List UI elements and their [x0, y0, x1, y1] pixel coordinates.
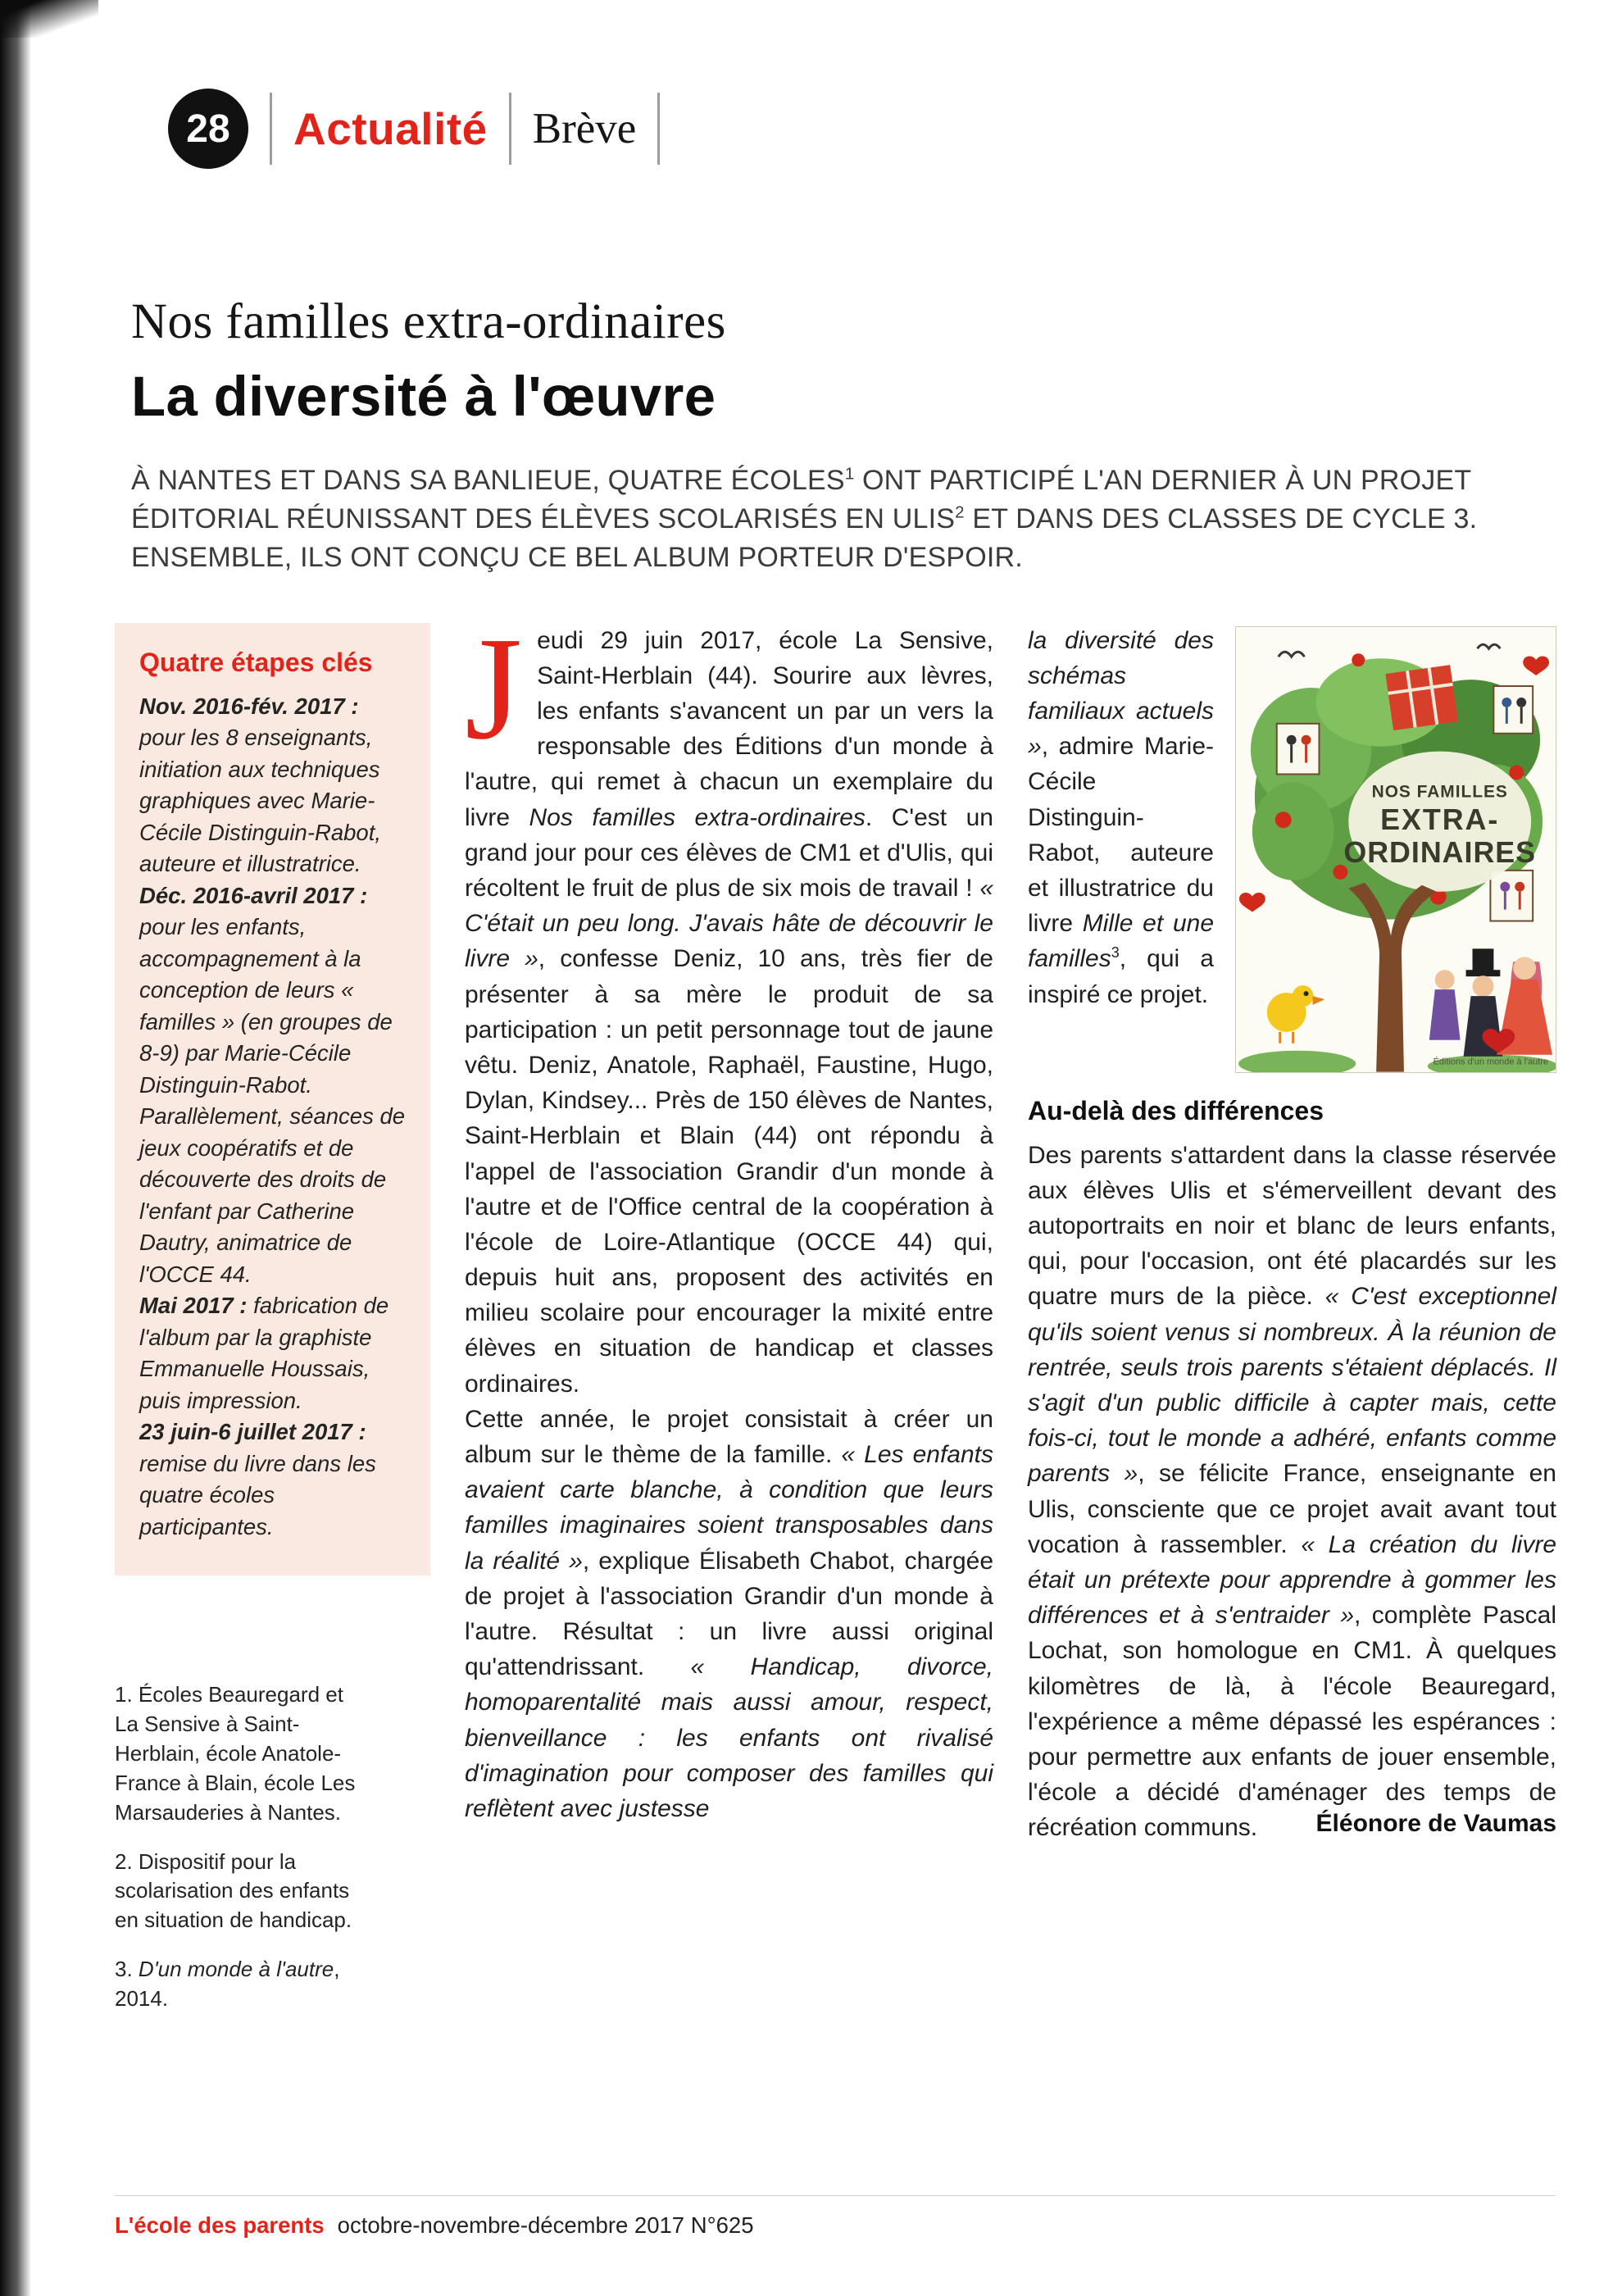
book-cover-title-line3: ORDINAIRES — [1343, 835, 1537, 869]
book-cover-title-line1: NOS FAMILLES — [1371, 782, 1508, 802]
page-header — [0, 0, 1613, 169]
page-number-badge — [168, 89, 248, 169]
paragraph-text: eudi 29 juin 2017, école La Sensive, Saint-Herblain (44). Sourire aux lèvres, les enfants s'avancent un par un vers la responsable des Éditions d'un monde à l'autre, qui remet à chacun un exemplaire du livre Nos familles extra-ordinaires. C'est un grand jour pour ces élèves de CM1 et d'Ulis, qui récoltent le fruit de plus de six mois de travail ! « C'était un peu long. J'avais hâte de découvrir le livre », confesse Deniz, 10 ans, très fier de présenter à sa mère le produit de sa participation : un petit personnage tout de jaune vêtu. Deniz, Anatole, Raphaël, Faustine, Hugo, Dylan, Kindsey... Près de 150 élèves de Nantes, Saint-Herblain et Blain (44) ont répondu à l'appel de l'association Grandir d'un monde à l'autre et de l'Office central de la coopération à l'école de Loire-Atlantique (OCCE 44) qui, depuis huit ans, proposent des activités en milieu scolaire pour encourager la mixité entre élèves en situation de handicap et classes ordinaires. — [465, 626, 993, 1398]
footnotes-block — [115, 1680, 361, 2014]
book-cover-publisher: Éditions d'un monde à l'autre — [1433, 1057, 1549, 1067]
article-paragraph — [465, 606, 993, 1402]
issue-info: octobre-novembre-décembre 2017 N°625 — [337, 2212, 754, 2238]
article-body — [0, 606, 1613, 2034]
left-column — [115, 623, 430, 2034]
article-title: La diversité à l'œuvre — [131, 365, 716, 428]
red-patch — [1385, 665, 1458, 730]
section-label: Actualité — [293, 103, 488, 154]
book-cover-illustration — [1236, 627, 1556, 1072]
footnote: 1. Écoles Beauregard et La Sensive à Saint-Herblain, école Anatole-France à Blain, école Les Marsauderies à Nantes. — [115, 1682, 356, 1825]
article-byline: Éléonore de Vaumas — [1315, 1810, 1556, 1838]
book-cover-title-line2: EXTRA- — [1380, 802, 1500, 836]
article-standfirst: À NANTES ET DANS SA BANLIEUE, QUATRE ÉCOLES$^1$ ONT PARTICIPÉ L'AN DERNIER À UN PROJET ÉDITORIAL RÉUNISSANT DES ÉLÈVES SCOLARISÉS EN ULIS$^2$ ET DANS DES CLASSES DE CYCLE 3. ENSEMBLE, ILS ONT CONÇU CE BEL ALBUM PORTEUR D'ESPOIR. — [131, 465, 1478, 573]
magazine-name: L'école des parents — [115, 2212, 325, 2238]
key-steps-box — [115, 623, 430, 1576]
footnote: 3. D'un monde à l'autre, 2014. — [115, 1957, 340, 2012]
footnote: 2. Dispositif pour la scolarisation des enfants en situation de handicap. — [115, 1848, 352, 1933]
middle-column — [465, 606, 994, 2034]
key-step-entry: Déc. 2016-avril 2017 : pour les enfants, accompagnement à la conception de leurs « familles » (en groupes de 8-9) par Marie-Cécile Distinguin-Rabot. Parallèlement, séances de jeux coopératifs et de découverte des droits de l'enfant par Catherine Dautry, animatrice de l'OCCE 44. — [139, 882, 406, 1287]
header-divider — [657, 93, 660, 165]
page-footer — [115, 2195, 1556, 2239]
header-divider — [509, 93, 511, 165]
key-step-entry: 23 juin-6 juillet 2017 : remise du livre dans les quatre écoles participantes. — [139, 1419, 376, 1539]
key-steps-title: Quatre étapes clés — [139, 647, 373, 677]
article-paragraph: Des parents s'attardent dans la classe réservée aux élèves Ulis et s'émerveillent devant des autoportraits en noir et blanc de leurs enfants, qui, pour l'occasion, ont été placardés sur les quatre murs de la pièce. « C'est exceptionnel qu'ils soient venus si nombreux. À la réunion de rentrée, seuls trois parents s'étaient déplacés. Il s'agit d'un public difficile à capter mais, cette fois-ci, tout le monde a adhéré, enfants comme parents », se félicite France, enseignante en Ulis, consciente que ce projet avait avant tout vocation à rassembler. « La création du livre était un prétexte pour apprendre à gommer les différences et à s'entraider », complète Pascal Lochat, son homologue en CM1. À quelques kilomètres de là, à l'école Beauregard, l'expérience a même dépassé les espérances : pour permettre aux enfants de jouer ensemble, l'école a décidé d'aménager des temps de récréation communs. — [1028, 1141, 1557, 1842]
scan-corner-shadow — [0, 0, 98, 38]
key-step-entry: Mai 2017 : fabrication de l'album par la graphiste Emmanuelle Houssais, puis impression. — [139, 1293, 389, 1413]
article-header — [0, 293, 1613, 577]
article-kicker: Nos familles extra-ordinaires — [131, 294, 726, 349]
right-column — [1028, 623, 1556, 2034]
article-subhead: Au-delà des différences — [1028, 1095, 1324, 1125]
page-number: 28 — [186, 107, 230, 151]
drop-cap: J — [465, 606, 523, 770]
book-cover — [1235, 626, 1556, 1073]
subsection-label: Brève — [532, 105, 637, 152]
article-paragraph: Cette année, le projet consistait à créer un album sur le thème de la famille. « Les enfants avaient carte blanche, à condition que leurs familles imaginaires soient transposables dans la réalité », explique Élisabeth Chabot, chargée de projet à l'association Grandir d'un monde à l'autre. Résultat : un livre aussi original qu'attendrissant. « Handicap, divorce, homoparentalité mais aussi amour, respect, bienveillance : les enfants ont rivalisé d'imagination pour composer des familles qui reflètent avec justesse — [465, 1405, 994, 1822]
key-step-entry: Nov. 2016-fév. 2017 : pour les 8 enseignants, initiation aux techniques graphiques avec Marie-Cécile Distinguin-Rabot, auteure et illustratrice. — [139, 693, 381, 877]
article-paragraph: la diversité des schémas familiaux actuels », admire Marie-Cécile Distinguin-Rabot, auteure et illustratrice du livre Mille et une familles$^3$, qui a inspiré ce projet. — [1028, 626, 1215, 1008]
scan-edge-shadow — [0, 0, 31, 2296]
header-divider — [270, 93, 272, 165]
